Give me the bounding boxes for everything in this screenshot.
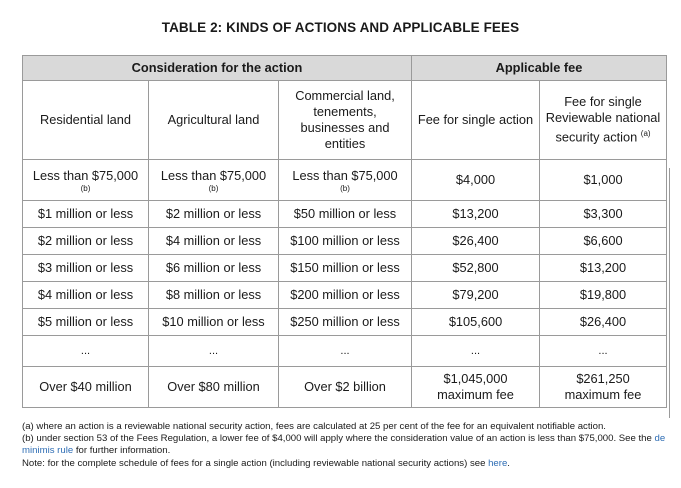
table-row	[23, 228, 667, 255]
commercial-cell: $150 million or less	[279, 255, 412, 282]
table-row	[23, 160, 667, 201]
reviewable-fee-cell: $6,600	[540, 228, 667, 255]
table-row	[23, 255, 667, 282]
residential-cell: $3 million or less	[23, 255, 149, 282]
commercial-cell: $200 million or less	[279, 282, 412, 309]
fee-suffix: maximum fee	[437, 387, 514, 402]
agricultural-cell: Over $80 million	[149, 367, 279, 408]
table-row	[23, 309, 667, 336]
footnotes	[22, 421, 672, 470]
consideration-header: Consideration for the action	[23, 56, 412, 81]
fee-amount: $1,045,000	[443, 371, 508, 386]
residential-cell: $5 million or less	[23, 309, 149, 336]
ellipsis-cell: ...	[412, 336, 540, 367]
residential-cell: $4 million or less	[23, 282, 149, 309]
ellipsis-cell: ...	[279, 336, 412, 367]
residential-column-header: Residential land	[23, 81, 149, 160]
table-row	[23, 282, 667, 309]
ellipsis-row	[23, 336, 667, 367]
fee-suffix: maximum fee	[564, 387, 642, 402]
reviewable-fee-label: Fee for single Reviewable national security action	[545, 94, 661, 145]
agricultural-cell: $2 million or less	[149, 201, 279, 228]
table-row	[23, 367, 667, 408]
residential-cell: Over $40 million	[23, 367, 149, 408]
single-fee-cell: $4,000	[412, 160, 540, 201]
reviewable-fee-cell: $13,200	[540, 255, 667, 282]
agricultural-cell: $6 million or less	[149, 255, 279, 282]
single-fee-cell: $79,200	[412, 282, 540, 309]
residential-cell	[23, 160, 149, 201]
note	[22, 458, 672, 470]
agricultural-cell: $8 million or less	[149, 282, 279, 309]
page-edge-line	[669, 168, 670, 418]
ellipsis-cell: ...	[23, 336, 149, 367]
footnote-a: (a) where an action is a reviewable national security action, fees are calculated at 25 per cent of the fee for an equivalent notifiable action.	[22, 421, 606, 432]
column-header-row	[23, 81, 667, 160]
footnote-a-marker: (a)	[640, 129, 651, 139]
agricultural-column-header: Agricultural land	[149, 81, 279, 160]
cell-value: Less than $75,000	[292, 167, 398, 183]
fee-amount: $261,250	[576, 371, 630, 386]
fees-table	[22, 55, 667, 408]
commercial-cell: $250 million or less	[279, 309, 412, 336]
commercial-cell: Over $2 billion	[279, 367, 412, 408]
single-fee-column-header: Fee for single action	[412, 81, 540, 160]
reviewable-fee-cell: $19,800	[540, 282, 667, 309]
footnote-b-marker: (b)	[340, 183, 350, 193]
single-fee-cell: $13,200	[412, 201, 540, 228]
cell-value: Less than $75,000	[32, 167, 139, 183]
footnote-b-text: (b) under section 53 of the Fees Regulation, a lower fee of $4,000 will apply where the consideration value of an action is less than $75,000. See the	[22, 433, 655, 445]
commercial-column-header: Commercial land, tenements, businesses and entities	[279, 81, 412, 160]
note-text-end: .	[507, 457, 510, 469]
residential-cell: $2 million or less	[23, 228, 149, 255]
table-row	[23, 201, 667, 228]
agricultural-cell: $4 million or less	[149, 228, 279, 255]
residential-cell: $1 million or less	[23, 201, 149, 228]
fees-schedule-link[interactable]: here	[488, 457, 508, 469]
footnote-b	[22, 433, 672, 457]
agricultural-cell	[149, 160, 279, 201]
commercial-cell: $50 million or less	[279, 201, 412, 228]
ellipsis-cell: ...	[540, 336, 667, 367]
table-title: TABLE 2: KINDS OF ACTIONS AND APPLICABLE FEES	[161, 20, 520, 35]
cell-value: Less than $75,000	[160, 167, 267, 183]
footnote-b-marker: (b)	[80, 183, 91, 193]
ellipsis-cell: ...	[149, 336, 279, 367]
reviewable-fee-column-header	[540, 81, 667, 160]
reviewable-fee-cell: $3,300	[540, 201, 667, 228]
reviewable-fee-cell: $26,400	[540, 309, 667, 336]
note-text: Note: for the complete schedule of fees for a single action (including reviewable national security actions) see	[22, 457, 489, 469]
single-fee-cell: $105,600	[412, 309, 540, 336]
applicable-fee-header: Applicable fee	[412, 56, 667, 81]
single-fee-cell: $52,800	[412, 255, 540, 282]
agricultural-cell: $10 million or less	[149, 309, 279, 336]
footnote-b-marker: (b)	[208, 183, 219, 193]
reviewable-fee-cell: $1,000	[540, 160, 667, 201]
commercial-cell: $100 million or less	[279, 228, 412, 255]
commercial-cell	[279, 160, 412, 201]
footnote-b-text-end: for further information.	[73, 445, 171, 457]
de-minimis-rule-link[interactable]: de minimis rule	[22, 433, 666, 457]
single-fee-cell	[412, 367, 540, 408]
single-fee-cell: $26,400	[412, 228, 540, 255]
header-row	[23, 56, 667, 81]
reviewable-fee-cell	[540, 367, 667, 408]
